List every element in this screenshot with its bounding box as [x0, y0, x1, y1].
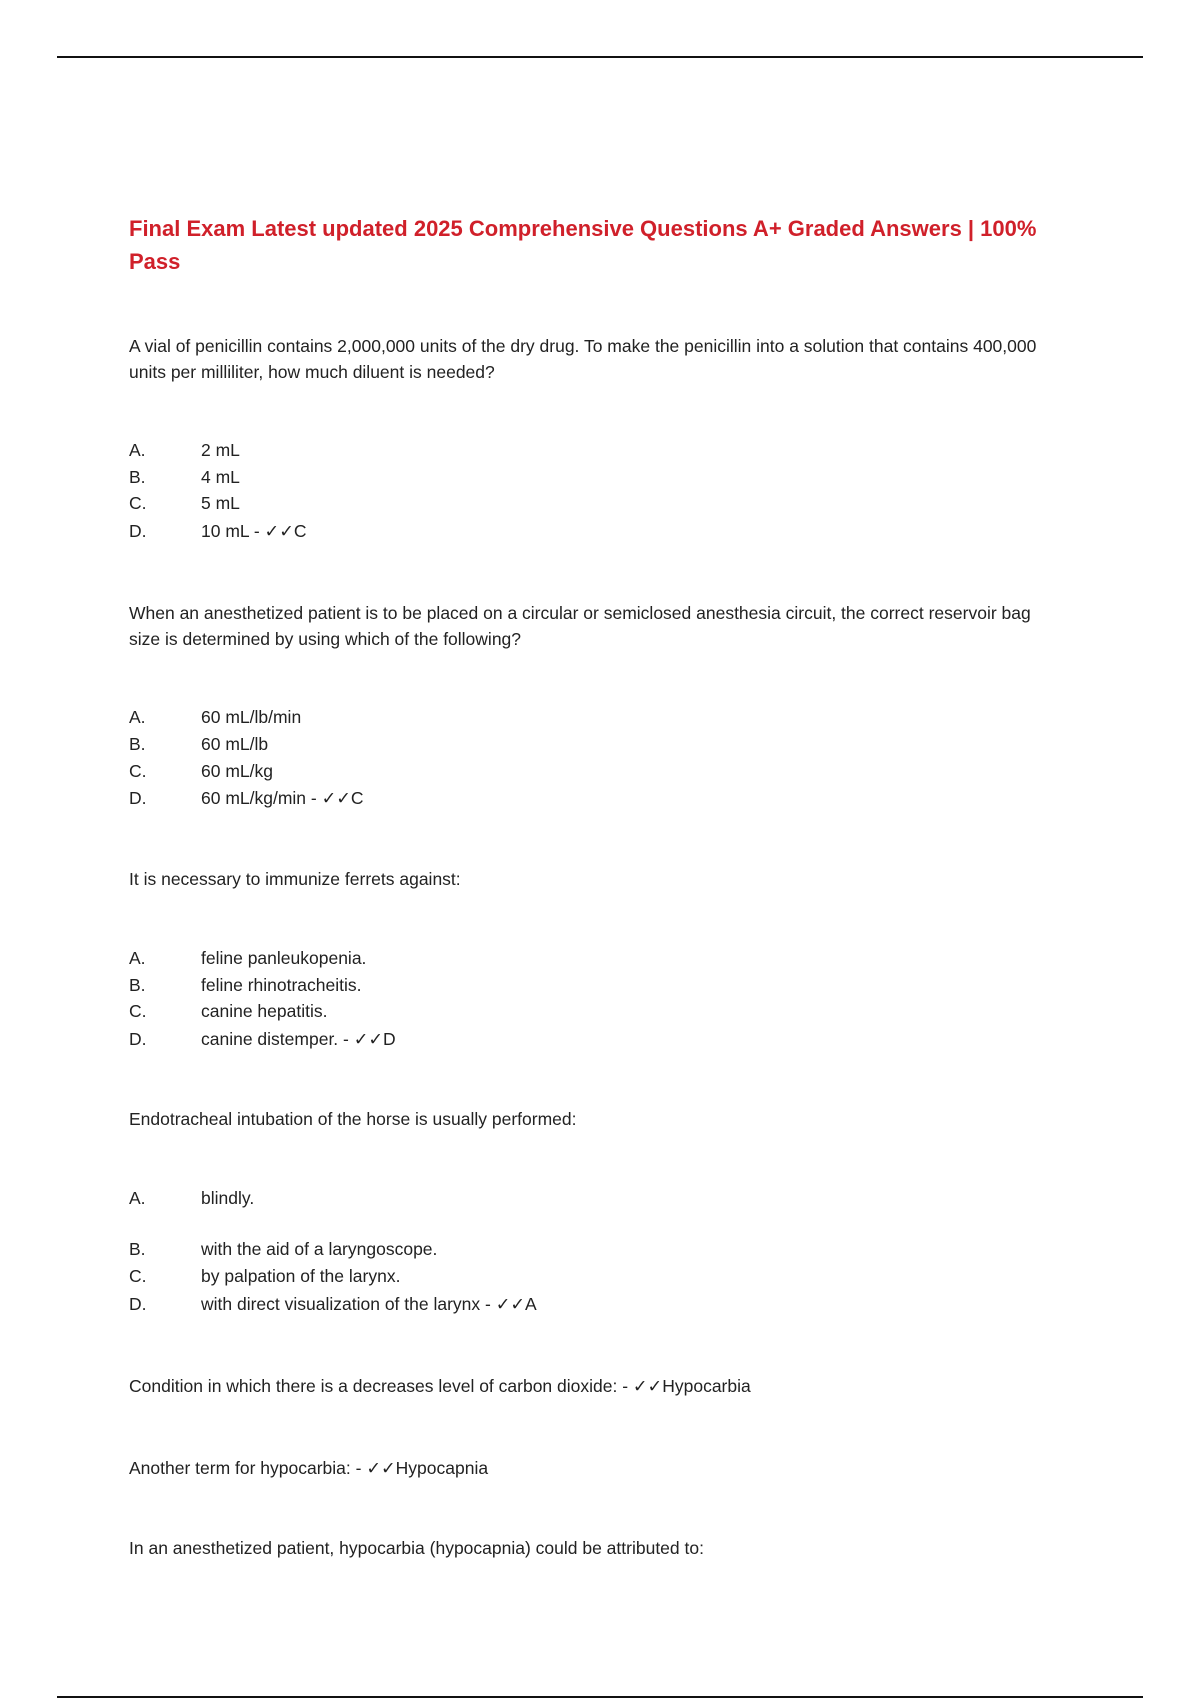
- option-text: 4 mL: [201, 467, 240, 487]
- option-letter: B.: [129, 975, 146, 995]
- option-text: 60 mL/kg: [201, 761, 273, 781]
- option-item: [129, 1185, 254, 1211]
- option-item: [129, 731, 268, 757]
- footer-rule: [57, 1696, 1143, 1698]
- option-item: [129, 1236, 437, 1262]
- option-letter: B.: [129, 734, 146, 754]
- option-item: [129, 1291, 537, 1317]
- option-letter: C.: [129, 1266, 147, 1286]
- question-4-text: Endotracheal intubation of the horse is usually performed:: [129, 1109, 577, 1129]
- option-letter: D.: [129, 788, 147, 808]
- option-letter: C.: [129, 1001, 147, 1021]
- option-letter: D.: [129, 521, 147, 541]
- option-text: canine hepatitis.: [201, 1001, 328, 1021]
- question-6-text: Another term for hypocarbia: - ✓✓Hypocapnia: [129, 1458, 489, 1478]
- option-item: [129, 1263, 400, 1289]
- option-text: 2 mL: [201, 440, 240, 460]
- option-letter: A.: [129, 707, 146, 727]
- option-letter: A.: [129, 440, 146, 460]
- option-item: [129, 758, 273, 784]
- question-2-text: When an anesthetized patient is to be placed on a circular or semiclosed anesthesia circuit, the correct reservoir bag size is determined by using which of the following?: [129, 603, 1031, 649]
- header-rule: [57, 56, 1143, 58]
- option-item: [129, 490, 240, 516]
- option-letter: A.: [129, 948, 146, 968]
- option-text: by palpation of the larynx.: [201, 1266, 401, 1286]
- option-text: 60 mL/lb: [201, 734, 269, 754]
- option-text: 60 mL/lb/min: [201, 707, 302, 727]
- option-item: [129, 437, 240, 463]
- question-5-text: Condition in which there is a decreases level of carbon dioxide: - ✓✓Hypocarbia: [129, 1376, 751, 1396]
- option-letter: D.: [129, 1029, 147, 1049]
- option-item: [129, 998, 327, 1024]
- option-item: [129, 785, 364, 811]
- option-text: with direct visualization of the larynx - ✓✓A: [201, 1294, 537, 1314]
- option-text: 5 mL: [201, 493, 240, 513]
- option-text: with the aid of a laryngoscope.: [201, 1239, 438, 1259]
- option-item: [129, 945, 366, 971]
- option-item: [129, 972, 362, 998]
- option-item: [129, 704, 301, 730]
- question-1-text: A vial of penicillin contains 2,000,000 units of the dry drug. To make the penicillin into a solution that contains 400,000 units per milliliter, how much diluent is needed?: [129, 336, 1037, 382]
- option-letter: B.: [129, 467, 146, 487]
- option-item: [129, 518, 307, 544]
- document-title: Final Exam Latest updated 2025 Comprehensive Questions A+ Graded Answers | 100% Pass: [129, 216, 1037, 274]
- option-item: [129, 1026, 396, 1052]
- option-letter: C.: [129, 761, 147, 781]
- option-text: blindly.: [201, 1188, 255, 1208]
- option-text: 60 mL/kg/min - ✓✓C: [201, 788, 364, 808]
- option-text: feline rhinotracheitis.: [201, 975, 362, 995]
- option-letter: D.: [129, 1294, 147, 1314]
- option-text: feline panleukopenia.: [201, 948, 367, 968]
- question-7-text: In an anesthetized patient, hypocarbia (hypocapnia) could be attributed to:: [129, 1538, 704, 1558]
- option-letter: B.: [129, 1239, 146, 1259]
- option-item: [129, 464, 240, 490]
- option-text: 10 mL - ✓✓C: [201, 521, 307, 541]
- option-text: canine distemper. - ✓✓D: [201, 1029, 396, 1049]
- option-letter: C.: [129, 493, 147, 513]
- question-3-text: It is necessary to immunize ferrets against:: [129, 869, 461, 889]
- option-letter: A.: [129, 1188, 146, 1208]
